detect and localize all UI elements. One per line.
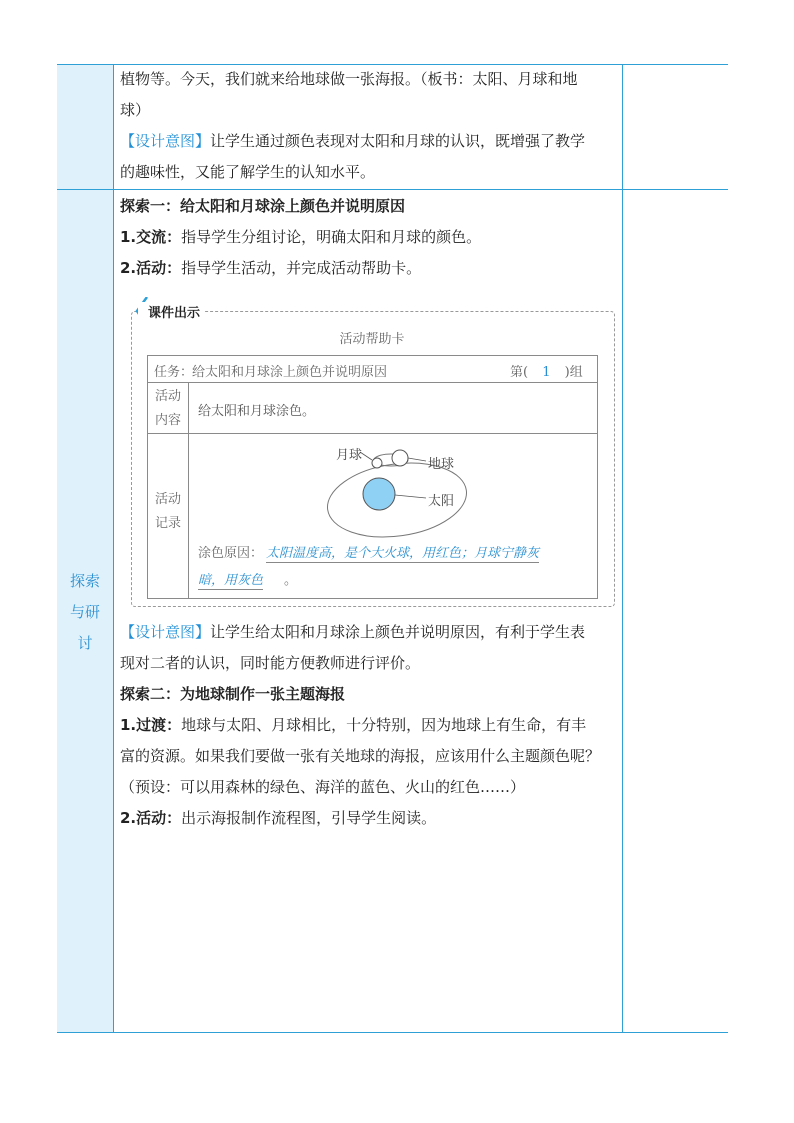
reason-end: 。 xyxy=(284,573,298,588)
list-item-label: 1.过渡： xyxy=(120,716,182,734)
group-field xyxy=(510,361,583,380)
list-item xyxy=(120,710,620,741)
explore-two xyxy=(120,679,620,834)
task-text: 给太阳和月球涂上颜色并说明原因 xyxy=(192,365,388,380)
sun-circle xyxy=(363,478,395,510)
card-title: 活动帮助卡 xyxy=(339,332,405,347)
table-row-divider xyxy=(57,189,728,190)
explore-one-heading: 探索一：给太阳和月球涂上颜色并说明原因 xyxy=(120,197,406,215)
table-border-bottom xyxy=(57,1032,728,1033)
paragraph: 的趣味性，又能了解学生的认知水平。 xyxy=(120,163,376,181)
form-column-divider xyxy=(188,383,189,598)
design-intent-tag: 【设计意图】 xyxy=(120,623,211,641)
top-row-content xyxy=(120,64,620,188)
record-label-line: 记录 xyxy=(154,516,181,531)
list-item xyxy=(120,222,620,253)
record-label-line: 活动 xyxy=(154,492,181,507)
content-row xyxy=(148,383,597,434)
sun-pointer xyxy=(395,495,426,498)
earth-pointer xyxy=(408,458,426,461)
content-label-line: 内容 xyxy=(154,413,181,428)
design-intent-paragraph xyxy=(120,617,620,648)
card-tag: 课件出示 xyxy=(138,302,204,321)
section-label-line: 与研 xyxy=(69,603,100,621)
design-intent-tag: 【设计意图】 xyxy=(120,132,211,150)
design-intent-text: 让学生给太阳和月球涂上颜色并说明原因，有利于学生表 xyxy=(210,623,586,641)
content-label-line: 活动 xyxy=(154,389,181,404)
list-item-label: 2.活动： xyxy=(120,809,182,827)
left-column-background xyxy=(57,65,113,1033)
design-intent-paragraph xyxy=(120,126,620,157)
list-item xyxy=(120,253,620,284)
explore-two-heading: 探索二：为地球制作一张主题海报 xyxy=(120,685,346,703)
design-intent-two xyxy=(120,617,620,679)
group-number: 1 xyxy=(542,365,551,380)
list-item-label: 1.交流： xyxy=(120,228,182,246)
table-column-divider-left xyxy=(113,64,114,1033)
task-label: 任务： xyxy=(154,365,194,380)
sun-label: 太阳 xyxy=(428,494,455,509)
reason-label: 涂色原因： xyxy=(198,546,264,561)
design-intent-text: 让学生通过颜色表现对太阳和月球的认识，既增强了教学 xyxy=(210,132,586,150)
group-suffix: )组 xyxy=(564,365,583,380)
section-label-line: 探索 xyxy=(69,572,100,590)
paragraph: （预设：可以用森林的绿色、海洋的蓝色、火山的红色……） xyxy=(120,778,526,796)
paragraph: 植物等。今天，我们就来给地球做一张海报。（板书：太阳、月球和地 xyxy=(120,70,578,88)
list-item-text: 指导学生活动，并完成活动帮助卡。 xyxy=(181,259,422,277)
reason-answer-line: 暗，用灰色 xyxy=(198,569,263,590)
section-label xyxy=(57,566,113,659)
paragraph: 球） xyxy=(120,101,151,119)
content-label xyxy=(148,385,188,433)
help-card-form xyxy=(147,355,598,599)
moon-circle xyxy=(372,458,382,468)
record-label xyxy=(148,488,188,536)
list-item-label: 2.活动： xyxy=(120,259,182,277)
reason-answer-line: 太阳温度高，是个大火球，用红色；月球宁静灰 xyxy=(266,542,539,563)
group-prefix: 第( xyxy=(510,365,529,380)
list-item-text: 地球与太阳、月球相比，十分特别，因为地球上有生命，有丰 xyxy=(181,716,587,734)
moon-label: 月球 xyxy=(336,448,363,463)
list-item xyxy=(120,803,620,834)
list-item-text: 出示海报制作流程图，引导学生阅读。 xyxy=(181,809,437,827)
paragraph: 现对二者的认识，同时能方便教师进行评价。 xyxy=(120,654,421,672)
orbit-diagram xyxy=(298,438,498,538)
earth-circle xyxy=(392,450,408,466)
earth-label: 地球 xyxy=(428,457,455,472)
explore-one xyxy=(120,191,620,284)
task-row xyxy=(148,356,597,383)
table-column-divider-right xyxy=(622,64,623,1033)
paragraph: 富的资源。如果我们要做一张有关地球的海报，应该用什么主题颜色呢？ xyxy=(120,747,601,765)
section-label-line: 讨 xyxy=(77,634,93,652)
list-item-text: 指导学生分组讨论，明确太阳和月球的颜色。 xyxy=(181,228,482,246)
content-text: 给太阳和月球涂色。 xyxy=(198,404,316,419)
